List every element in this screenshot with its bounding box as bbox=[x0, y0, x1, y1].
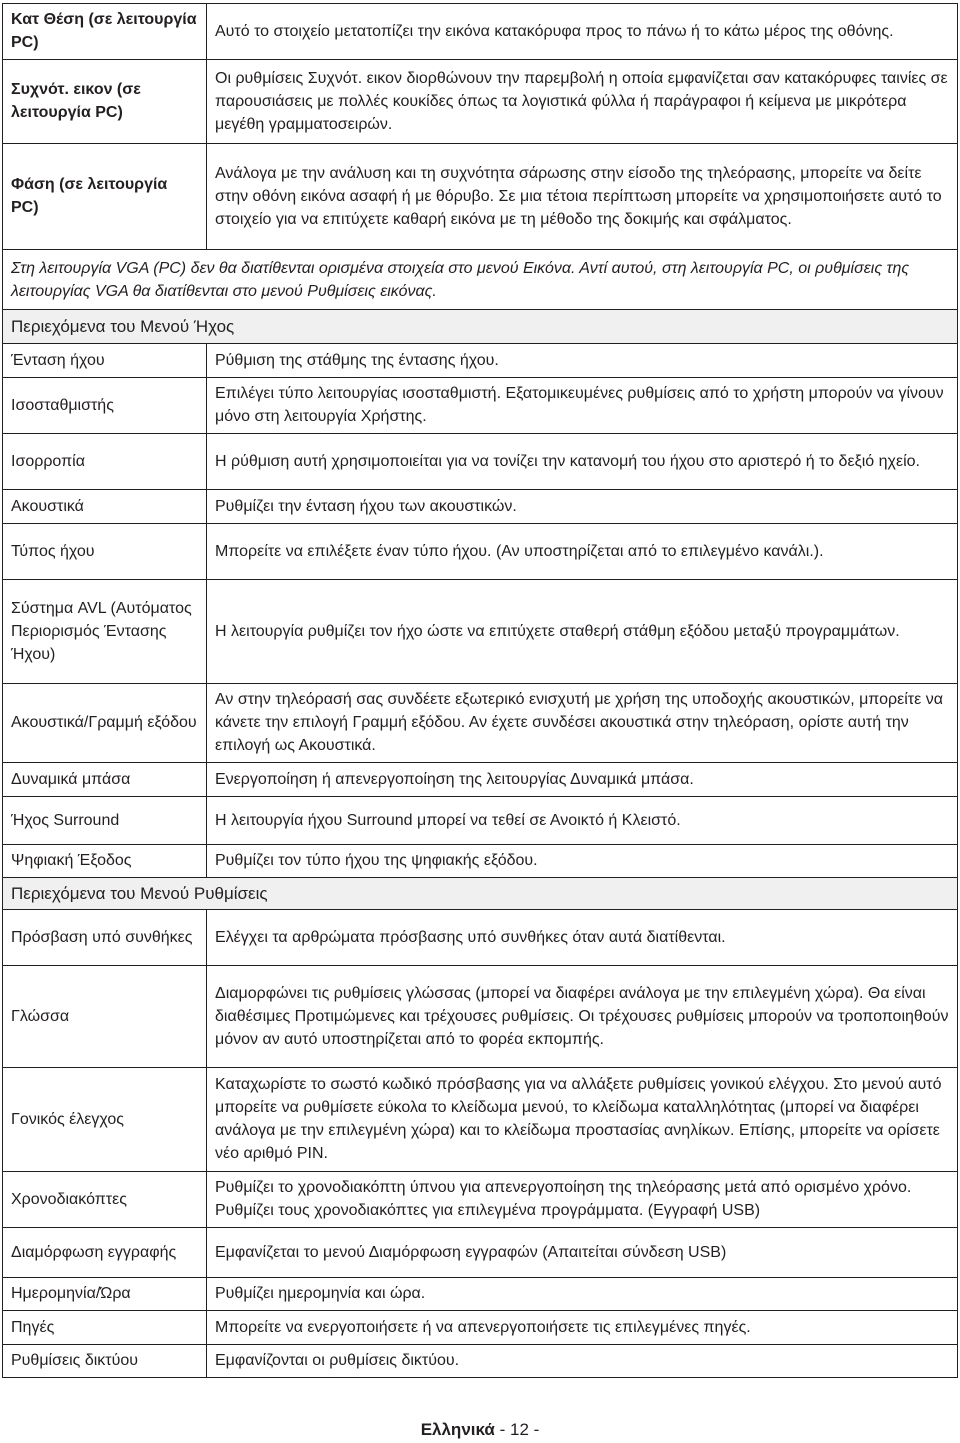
row-description: Οι ρυθμίσεις Συχνότ. εικον διορθώνουν την παρεμβολή η οποία εμφανίζεται σαν κατακόρυφες ταινίες σε παρουσιάσεις με πολλές κουκίδες όπως τα λογιστικά φύλλα ή παράγραφοι ή κείμενα με μικρότερα μεγέθη γραμματοσειρών. bbox=[207, 60, 958, 144]
row-label: Γλώσσα bbox=[3, 966, 207, 1068]
row-label: Ισοσταθμιστής bbox=[3, 378, 207, 434]
table-row bbox=[3, 4, 958, 60]
row-description: Ρυθμίζει τον τύπο ήχου της ψηφιακής εξόδου. bbox=[207, 845, 958, 878]
row-description: Αν στην τηλεόρασή σας συνδέετε εξωτερικό ενισχυτή με χρήση της υποδοχής ακουστικών, μπορείτε να κάνετε την επιλογή Γραμμή εξόδου. Αν έχετε συνδέσει ακουστικά στην τηλεόραση, ορίστε αυτή την επιλογή ως Ακουστικά. bbox=[207, 684, 958, 763]
table-row bbox=[3, 1228, 958, 1278]
row-label: Γονικός έλεγχος bbox=[3, 1068, 207, 1172]
table-row bbox=[3, 763, 958, 797]
settings-section-header bbox=[3, 878, 958, 910]
row-description: Επιλέγει τύπο λειτουργίας ισοσταθμιστή. Εξατομικευμένες ρυθμίσεις από το χρήστη μπορούν να γίνουν μόνο στη λειτουργία Χρήστης. bbox=[207, 378, 958, 434]
row-label: Κατ Θέση (σε λειτουργία PC) bbox=[3, 4, 207, 60]
row-label: Ακουστικά/Γραμμή εξόδου bbox=[3, 684, 207, 763]
table-row bbox=[3, 60, 958, 144]
row-description: Μπορείτε να επιλέξετε έναν τύπο ήχου. (Αν υποστηρίζεται από το επιλεγμένο κανάλι.). bbox=[207, 524, 958, 580]
row-description: Καταχωρίστε το σωστό κωδικό πρόσβασης για να αλλάξετε ρυθμίσεις γονικού ελέγχου. Στο μενού αυτό μπορείτε να ρυθμίσετε εύκολα το κλείδωμα μενού, το κλείδωμα καταλληλότητας (μπορεί να διαφέρει ανάλογα με την επιλεγμένη χώρα) και το κλείδωμα προστασίας ανηλίκων. Επίσης, μπορείτε να ορίσετε νέο αριθμό PIN. bbox=[207, 1068, 958, 1172]
table-row bbox=[3, 344, 958, 378]
row-description: Ρυθμίζει ημερομηνία και ώρα. bbox=[207, 1278, 958, 1311]
row-description: Ρύθμιση της στάθμης της έντασης ήχου. bbox=[207, 344, 958, 378]
row-label: Ημερομηνία/Ώρα bbox=[3, 1278, 207, 1311]
row-description: Εμφανίζεται το μενού Διαμόρφωση εγγραφών (Απαιτείται σύνδεση USB) bbox=[207, 1228, 958, 1278]
row-label: Πηγές bbox=[3, 1311, 207, 1345]
row-description: Η ρύθμιση αυτή χρησιμοποιείται για να τονίζει την κατανομή του ήχου στο αριστερό ή το δεξιό ηχείο. bbox=[207, 434, 958, 490]
footer-page-number: - 12 - bbox=[499, 1420, 540, 1439]
row-description: Ρυθμίζει το χρονοδιακόπτη ύπνου για απενεργοποίηση της τηλεόρασης μετά από ορισμένο χρόνο. Ρυθμίζει τους χρονοδιακόπτες για επιλεγμένα προγράμματα. (Εγγραφή USB) bbox=[207, 1172, 958, 1228]
table-row bbox=[3, 1278, 958, 1311]
row-label: Τύπος ήχου bbox=[3, 524, 207, 580]
table-row bbox=[3, 524, 958, 580]
row-description: Εμφανίζονται οι ρυθμίσεις δικτύου. bbox=[207, 1345, 958, 1378]
table-row bbox=[3, 580, 958, 684]
section-title: Περιεχόμενα του Μενού Ήχος bbox=[3, 310, 958, 344]
row-label: Πρόσβαση υπό συνθήκες bbox=[3, 910, 207, 966]
menu-table bbox=[2, 3, 958, 1378]
row-label: Ένταση ήχου bbox=[3, 344, 207, 378]
row-label: Ρυθμίσεις δικτύου bbox=[3, 1345, 207, 1378]
table-row bbox=[3, 1311, 958, 1345]
manual-page bbox=[2, 3, 958, 1378]
table-row bbox=[3, 910, 958, 966]
vga-note-row bbox=[3, 250, 958, 310]
row-description: Ανάλογα με την ανάλυση και τη συχνότητα σάρωσης στην είσοδο της τηλεόρασης, μπορείτε να δείτε στην οθόνη εικόνα ασαφή ή με θόρυβο. Σε μια τέτοια περίπτωση μπορείτε να χρησιμοποιήσετε αυτό το στοιχείο για να επιτύχετε καθαρή εικόνα με τη μέθοδο της δοκιμής και σφάλματος. bbox=[207, 144, 958, 250]
table-row bbox=[3, 845, 958, 878]
row-label: Φάση (σε λειτουργία PC) bbox=[3, 144, 207, 250]
table-row bbox=[3, 684, 958, 763]
row-description: Αυτό το στοιχείο μετατοπίζει την εικόνα κατακόρυφα προς το πάνω ή το κάτω μέρος της οθόνης. bbox=[207, 4, 958, 60]
row-label: Ήχος Surround bbox=[3, 797, 207, 845]
row-description: Ρυθμίζει την ένταση ήχου των ακουστικών. bbox=[207, 490, 958, 524]
row-label: Διαμόρφωση εγγραφής bbox=[3, 1228, 207, 1278]
row-label: Ψηφιακή Έξοδος bbox=[3, 845, 207, 878]
vga-note: Στη λειτουργία VGA (PC) δεν θα διατίθενται ορισμένα στοιχεία στο μενού Εικόνα. Αντί αυτού, στη λειτουργία PC, οι ρυθμίσεις της λειτουργίας VGA θα διατίθενται στο μενού Ρυθμίσεις εικόνας. bbox=[3, 250, 958, 310]
row-label: Ισορροπία bbox=[3, 434, 207, 490]
table-row bbox=[3, 378, 958, 434]
table-row bbox=[3, 1345, 958, 1378]
sound-section-header bbox=[3, 310, 958, 344]
row-label: Σύστημα AVL (Αυτόματος Περιορισμός Έντασης Ήχου) bbox=[3, 580, 207, 684]
table-row bbox=[3, 1068, 958, 1172]
row-label: Δυναμικά μπάσα bbox=[3, 763, 207, 797]
row-label: Χρονοδιακόπτες bbox=[3, 1172, 207, 1228]
table-row bbox=[3, 966, 958, 1068]
table-row bbox=[3, 434, 958, 490]
table-row bbox=[3, 144, 958, 250]
row-description: Η λειτουργία ρυθμίζει τον ήχο ώστε να επιτύχετε σταθερή στάθμη εξόδου μεταξύ προγραμμάτων. bbox=[207, 580, 958, 684]
row-label: Συχνότ. εικον (σε λειτουργία PC) bbox=[3, 60, 207, 144]
row-description: Η λειτουργία ήχου Surround μπορεί να τεθεί σε Ανοικτό ή Κλειστό. bbox=[207, 797, 958, 845]
row-description: Μπορείτε να ενεργοποιήσετε ή να απενεργοποιήσετε τις επιλεγμένες πηγές. bbox=[207, 1311, 958, 1345]
row-description: Διαμορφώνει τις ρυθμίσεις γλώσσας (μπορεί να διαφέρει ανάλογα με την επιλεγμένη χώρα). Θα είναι διαθέσιμες Προτιμώμενες και τρέχουσες ρυθμίσεις. Οι τρέχουσες ρυθμίσεις μπορούν να τροποποιηθούν μόνον αν αυτό υποστηρίζεται από το φορέα εκπομπής. bbox=[207, 966, 958, 1068]
page-footer bbox=[0, 1420, 960, 1440]
row-description: Ελέγχει τα αρθρώματα πρόσβασης υπό συνθήκες όταν αυτά διατίθενται. bbox=[207, 910, 958, 966]
table-row bbox=[3, 797, 958, 845]
table-row bbox=[3, 1172, 958, 1228]
row-description: Ενεργοποίηση ή απενεργοποίηση της λειτουργίας Δυναμικά μπάσα. bbox=[207, 763, 958, 797]
footer-language: Ελληνικά bbox=[420, 1420, 495, 1439]
row-label: Ακουστικά bbox=[3, 490, 207, 524]
table-row bbox=[3, 490, 958, 524]
section-title: Περιεχόμενα του Μενού Ρυθμίσεις bbox=[3, 878, 958, 910]
